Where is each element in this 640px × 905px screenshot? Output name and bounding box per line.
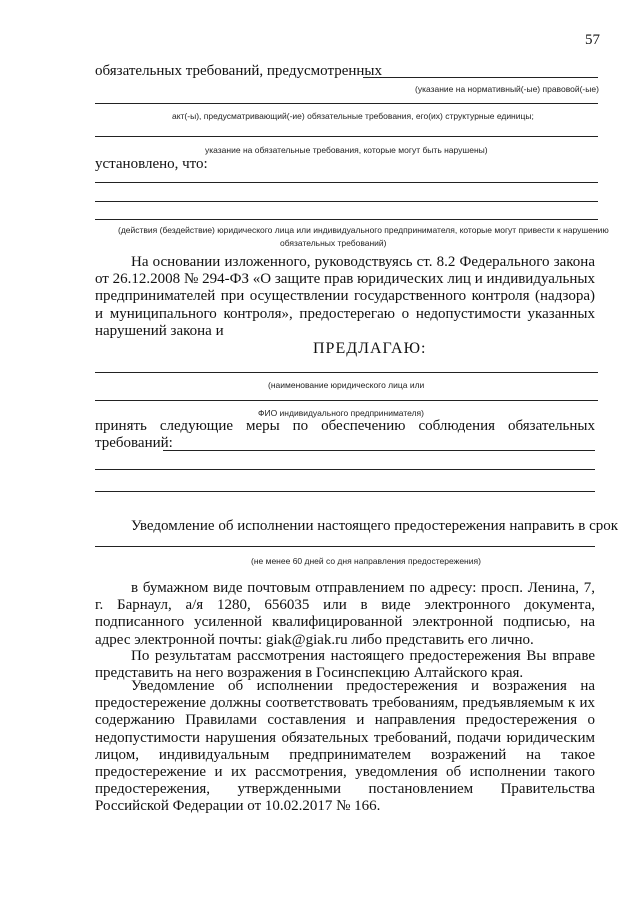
fill-line: [95, 201, 598, 202]
established-label: установлено, что:: [95, 156, 208, 172]
note-requirements: указание на обязательные требования, которые могут быть нарушены): [205, 145, 488, 155]
fill-line: [95, 219, 598, 220]
fill-line: [95, 546, 595, 547]
note-structural-units: акт(-ы), предусматривающий(-ие) обязательные требования, его(их) структурные единицы;: [172, 111, 534, 121]
delivery-paragraph: в бумажном виде почтовым отправлением по адресу: просп. Ленина, 7, г. Барнаул, а/я 1280, 656035 или в виде электронного документа, подписанного усиленной квалифицированной электронной подписью, на адрес электронной почты: giak@giak.ru либо представить его лично.: [95, 580, 595, 648]
note-actions-cont: обязательных требований): [280, 238, 387, 248]
note-entity-name: (наименование юридического лица или: [268, 380, 425, 390]
note-entrepreneur-name: ФИО индивидуального предпринимателя): [258, 408, 424, 418]
fill-line: [95, 182, 598, 183]
note-deadline: (не менее 60 дней со дня направления предостережения): [251, 556, 481, 566]
basis-paragraph: На основании изложенного, руководствуясь ст. 8.2 Федерального закона от 26.12.2008 № 294-ФЗ «О защите прав юридических лиц и индивидуальных предпринимателей при осуществлении государственного контроля (надзора) и муниципального контроля», предостерегаю о недопустимости указанных нарушений закона и: [95, 254, 595, 339]
objections-paragraph: По результатам рассмотрения настоящего предостережения Вы вправе представить на него возражения в Госинспекцию Алтайского края.: [95, 648, 595, 682]
fill-line: [95, 103, 598, 104]
notification-line: Уведомление об исполнении настоящего предостережения направить в срок: [131, 518, 619, 534]
fill-line: [95, 136, 598, 137]
fill-line: [95, 400, 598, 401]
fill-line: [163, 450, 595, 451]
fill-line: [95, 491, 595, 492]
propose-heading: ПРЕДЛАГАЮ:: [313, 340, 427, 357]
rules-paragraph: Уведомление об исполнении предостережения и возражения на предостережение должны соответствовать требованиям, предъявляемым к их содержанию Правилами составления и направления предостережения о недопустимости нарушения обязательных требований, подачи юридическим лицом, индивидуальным предпринимателем возражений на такое предостережение и их рассмотрения, уведомления об исполнении такого предостережения, утвержденными постановлением Правительства Российской Федерации от 10.02.2017 № 166.: [95, 678, 595, 815]
note-actions: (действия (бездействие) юридического лица или индивидуального предпринимателя, которые могут привести к нарушению: [118, 225, 609, 235]
note-normative-act: (указание на нормативный(-ые) правовой(-ые): [415, 84, 599, 94]
fill-line: [363, 77, 598, 78]
fill-line: [95, 372, 598, 373]
fill-line: [95, 469, 595, 470]
requirements-label: требований:: [95, 435, 173, 451]
accept-measures-line: принять следующие меры по обеспечению соблюдения обязательных: [95, 418, 595, 434]
page-number: 57: [585, 32, 600, 48]
lead-text: обязательных требований, предусмотренных: [95, 63, 382, 79]
